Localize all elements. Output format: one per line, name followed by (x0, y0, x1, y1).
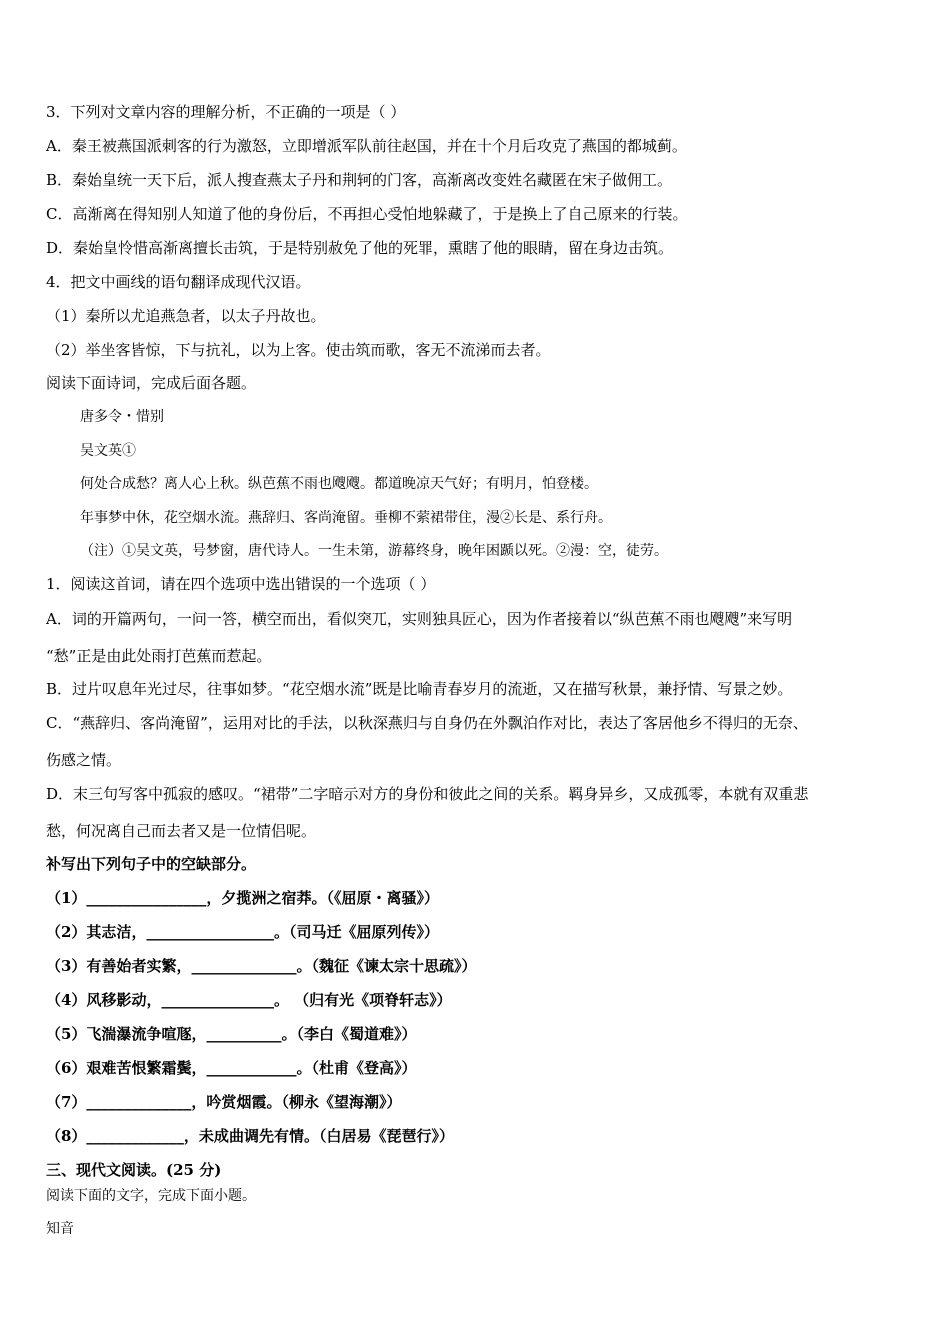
fill-blank-item-6: （6）艰难苦恨繁霜鬓，____________。（杜甫《登高》） (46, 1059, 417, 1077)
question-3-option-a: A．秦王被燕国派刺客的行为激怒，立即增派军队前往赵国，并在十个月后攻克了燕国的都城蓟。 (46, 137, 687, 155)
question-3-option-c: C．高渐离在得知别人知道了他的身份后，不再担心受怕地躲藏了，于是换上了自己原来的行装。 (46, 205, 688, 223)
question-1-stem: 1．阅读这首词，请在四个选项中选出错误的一个选项（ ） (46, 575, 436, 593)
section-3-intro: 阅读下面的文字，完成下面小题。 (46, 1188, 256, 1204)
question-1-option-d-line-1: D．末三句写客中孤寂的感叹。“裙带”二字暗示对方的身份和彼此之间的关系。羁身异乡，又成孤零，本就有双重悲 (46, 785, 809, 803)
question-3-stem: 3．下列对文章内容的理解分析，不正确的一项是（ ） (46, 103, 406, 121)
passage-title: 知音 (46, 1221, 74, 1237)
poem-title: 唐多令・惜别 (80, 409, 164, 425)
section-3-heading: 三、现代文阅读。(25 分) (46, 1161, 222, 1179)
poem-author: 吴文英① (80, 443, 136, 459)
question-1-option-d-line-2: 愁，何况离自己而去者又是一位情侣呢。 (46, 822, 317, 840)
fill-blank-item-2: （2）其志洁，_________________。（司马迁《屈原列传》） (46, 923, 439, 941)
question-3-option-b: B．秦始皇统一天下后，派人搜查燕太子丹和荆轲的门客，高渐离改变姓名藏匿在宋子做佣工。 (46, 171, 673, 189)
question-4-item-2: （2）举坐客皆惊，下与抗礼，以为上客。使击筑而歌，客无不流涕而去者。 (46, 341, 551, 359)
question-1-option-a-line-2: “愁”正是由此处雨打芭蕉而惹起。 (46, 647, 272, 665)
question-1-option-c-line-1: C．“燕辞归、客尚淹留”，运用对比的手法，以秋深燕归与自身仍在外飘泊作对比，表达了客居他乡不得归的无奈、 (46, 714, 808, 732)
question-1-option-b: B．过片叹息年光过尽，往事如梦。“花空烟水流”既是比喻青春岁月的流逝，又在描写秋景，兼抒情、写景之妙。 (46, 680, 793, 698)
question-1-option-a-line-1: A．词的开篇两句，一问一答，横空而出，看似突兀，实则独具匠心，因为作者接着以“纵芭蕉不雨也飕飕”来写明 (46, 610, 793, 628)
poem-section-intro: 阅读下面诗词，完成后面各题。 (46, 374, 257, 392)
poem-note: （注）①吴文英，号梦窗，唐代诗人。一生未第，游幕终身，晚年困踬以死。②漫：空，徒劳。 (80, 543, 668, 559)
fill-blank-item-4: （4）风移影动，_______________。 （归有光《项脊轩志》） (46, 991, 452, 1009)
poem-line-1: 何处合成愁？离人心上秋。纵芭蕉不雨也飕飕。都道晚凉天气好；有明月，怕登楼。 (80, 476, 598, 492)
fill-blank-item-1: （1）________________，夕揽洲之宿莽。（《屈原・离骚》） (46, 889, 439, 907)
question-4-stem: 4．把文中画线的语句翻译成现代汉语。 (46, 273, 311, 291)
question-3-option-d: D．秦始皇怜惜高渐离擅长击筑，于是特别赦免了他的死罪，熏瞎了他的眼睛，留在身边击筑。 (46, 239, 674, 257)
fill-blank-item-7: （7）______________，吟赏烟霞。（柳永《望海潮》） (46, 1093, 402, 1111)
fill-blank-item-3: （3）有善始者实繁，______________。（魏征《谏太宗十思疏》） (46, 957, 477, 975)
fill-blank-heading: 补写出下列句子中的空缺部分。 (46, 855, 257, 873)
question-1-option-c-line-2: 伤感之情。 (46, 751, 122, 769)
poem-line-2: 年事梦中休，花空烟水流。燕辞归、客尚淹留。垂柳不萦裙带住，漫②长是、系行舟。 (80, 510, 612, 526)
fill-blank-item-8: （8）_____________，未成曲调先有情。（白居易《琵琶行》） (46, 1127, 454, 1145)
fill-blank-item-5: （5）飞湍瀑流争喧豗，__________。（李白《蜀道难》） (46, 1025, 417, 1043)
question-4-item-1: （1）秦所以尤追燕急者，以太子丹故也。 (46, 307, 326, 325)
